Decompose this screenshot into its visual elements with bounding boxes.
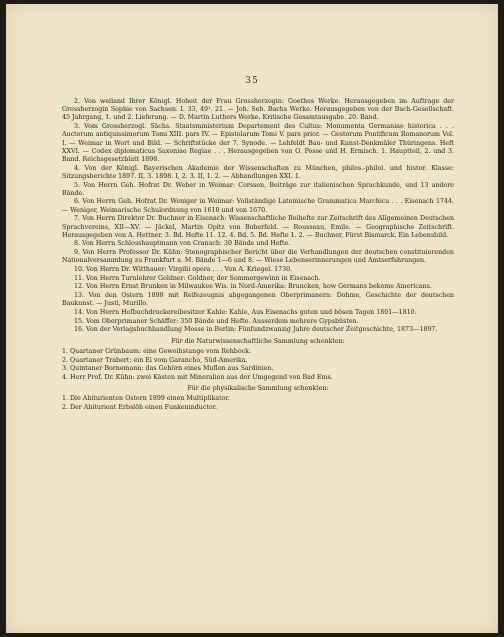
list-item: 1. Quartaner Grünbaum: eine Geweihstange vom Rehbock.: [62, 347, 251, 355]
paragraph: 16. Von der Verlagsbuchhandlung Mosse in Berlin: Fünfundzwanzig Jahre deutscher Zeitgeschichte, 1873—1897.: [74, 326, 438, 334]
paragraph: 11. Von Herrn Turnlehrer Goldner: Goldner, der Sommergewinn in Eisenach.: [74, 274, 321, 282]
paragraph: 7. Von Herrn Direktor Dr. Buchner in Eisenach: Wissenschaftliche Beihefte zur Zeitschrift des Allgemeinen Deutschen Sprachvereins, XII—XV. — Jäckel, Martin Opitz von Boberfeld. — Rousseau, Emile. — Geographische Zeitschrift. Herausgegeben von A. Hettner. 3. Bd. Hefte 11. 12. 4. Bd. 5. Bd. Hefte 1. 2. — Buchner, Fürst Bismarck. Ein Lebensbild.: [62, 215, 454, 239]
paragraph: 14. Von Herrn Hofbuchdruckereibesitzer Kahle: Kahle, Aus Eisenachs guten und bösen Tagen 1801—1810.: [74, 309, 417, 317]
paragraph: 13. Von den Ostern 1898 mit Reifezeugnis abgegangenen Oberprimanern: Dohme, Geschichte der deutschen Baukunst. — Justi, Murillo.: [62, 292, 454, 308]
document-page: [6, 4, 498, 633]
section-heading-physical: Für die physikalische Sammlung schenkten:: [187, 385, 329, 393]
list-item: 2. Quartaner Trabert: ein Ei vom Garancho, Süd-Amerika.: [62, 356, 248, 364]
page-number: 35: [245, 76, 259, 86]
paragraph: 9. Von Herrn Professor Dr. Kühn: Stenographischer Bericht über die Verhandlungen der deutschen constituierenden Nationalversammlung zu Frankfurt a. M. Bände 1—6 und 8. — Wiese Lebenserinnerungen und Amtserfahrungen.: [62, 249, 454, 265]
paragraph: 5. Von Herrn Geh. Hofrat Dr. Weber in Weimar: Corssen, Beiträge zur italienischen Sprachkunde, und 13 andere Bände.: [62, 181, 454, 197]
list-item: 1. Die Abiturienten Ostern 1899 einen Multiplikator.: [62, 395, 230, 403]
list-item: 3. Quintaner Bornemann: das Gehörn eines Muflon aus Sardinien.: [62, 365, 274, 373]
paragraph: 10. Von Herrn Dr. Witthauer: Virgilii opera . . . Von A. Kriegel. 1730.: [74, 266, 293, 274]
paragraph: 6. Von Herrn Geh. Hofrat Dr. Weniger in Weimar: Vollständige Lateinische Grammatica Marchica . . . Eisenach 1744. — Weniger, Weimarische Schulordnung von 1610 und von 1670.: [62, 198, 454, 214]
section-heading-natural: Für die Naturwissenschaftliche Sammlung schenkten:: [171, 337, 345, 345]
paragraph: 3. Vom Grossherzogl. Sächs. Staatsministerium Departement des Cultus: Monumenta Germaniae historica . . . Auctorum antiquissimorum Tomi XIII. pars IV. — Epistolarum Tomi V. pars prior. — Gestorum Pontificum Romanorum Vol. I. — Weimar in Wort und Bild. — Schriftstücke der 7. Synode. — Lehfeldt Bau- und Kunst-Denkmäler Thüringens. Heft XXVI. — Codex diplomaticus Saxoniae Regiae . . . Herausgegeben von O. Posse und H. Ermisch. 1. Hauptteil, 2. und 3. Band. Reichsgesetzblatt 1898.: [62, 123, 454, 163]
paragraph: 2. Von weiland Ihrer Königl. Hoheit der Frau Grossherzogin: Goethes Werke. Herausgegeben im Auftrage der Grossherzogin Sophie von Sachsen. I. 33, 49¹. 21. — Joh. Seb. Bachs Werke. Herausgegeben von der Bach-Gesellschaft. 45 Jahrgang, 1. und 2. Lieferung. — D. Martin Luthers Werke. Kritische Gesamtausgabe. 20. Band.: [62, 98, 454, 122]
paragraph: 12. Von Herrn Ernst Brunken in Milwaukee Wis. in Nord-Amerika: Bruncken, how Germans bekome Americans.: [74, 283, 432, 291]
list-item: 4. Herr Prof. Dr. Kühn: zwei Kästen mit Mineralien aus der Umgegend von Bad Ems.: [62, 374, 333, 381]
paragraph: 4. Von der Königl. Bayerischen Akademie der Wissenschaften zu München, philos.-philol. und histor. Klasse: Sitzungsberichte 1897. II, 3. 1898. I, 2. 3. II, 1. 2. — Abhandlungen XXI. 1.: [62, 164, 454, 180]
paragraph: 8. Von Herrn Schlosshauptmann von Cranach: 30 Bände und Hefte.: [74, 240, 291, 248]
paragraph: 15. Vom Oberprimaner Schäffer: 350 Bände und Hefte. Ausserdem mehrere Gypsbüsten.: [74, 317, 359, 325]
page-text: [62, 98, 454, 413]
list-item: 2. Der Abiturient Erbslöh einen Funkeninductor.: [62, 404, 218, 412]
